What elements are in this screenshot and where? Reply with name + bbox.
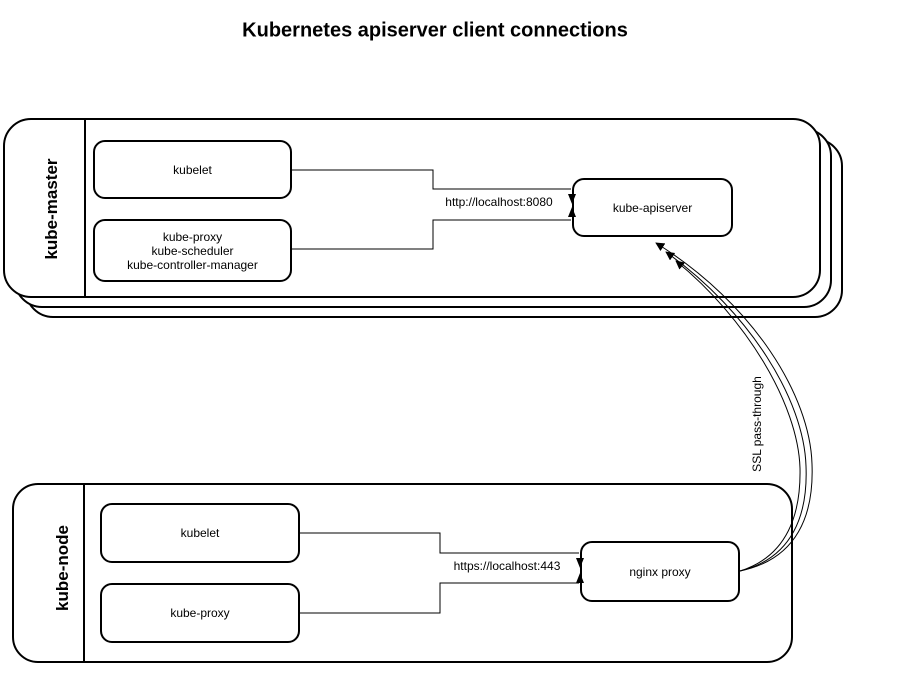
master-edge-label-http-localhost-8080: http://localhost:8080 xyxy=(445,195,553,209)
ssl-pass-through-edge-label: SSL pass-through xyxy=(750,376,764,472)
master-component-kube-proxy-label: kube-proxy xyxy=(162,229,223,244)
kube-node-cluster-label: kube-node xyxy=(53,525,72,611)
kube-apiserver-label: kube-apiserver xyxy=(612,200,693,215)
kube-apiserver-node xyxy=(572,178,733,237)
node-kubelet-label: kubelet xyxy=(180,526,220,540)
node-kube-proxy-label: kube-proxy xyxy=(170,606,230,620)
nginx-proxy-node xyxy=(580,541,740,602)
node-edge-label-https-localhost-443: https://localhost:443 xyxy=(453,559,561,573)
master-component-kube-controller-manager-label: kube-controller-manager xyxy=(127,257,258,272)
master-component-kube-scheduler-label: kube-scheduler xyxy=(151,243,234,258)
nginx-proxy-label: nginx proxy xyxy=(629,564,691,579)
master-kubelet-label: kubelet xyxy=(173,162,212,177)
kube-master-cluster-label: kube-master xyxy=(42,158,61,260)
node-kubelet-node xyxy=(100,503,300,563)
node-kube-proxy-node xyxy=(100,583,300,643)
diagram-title: Kubernetes apiserver client connections xyxy=(242,19,628,42)
master-components-node xyxy=(93,219,292,282)
master-kubelet-node xyxy=(93,140,292,199)
